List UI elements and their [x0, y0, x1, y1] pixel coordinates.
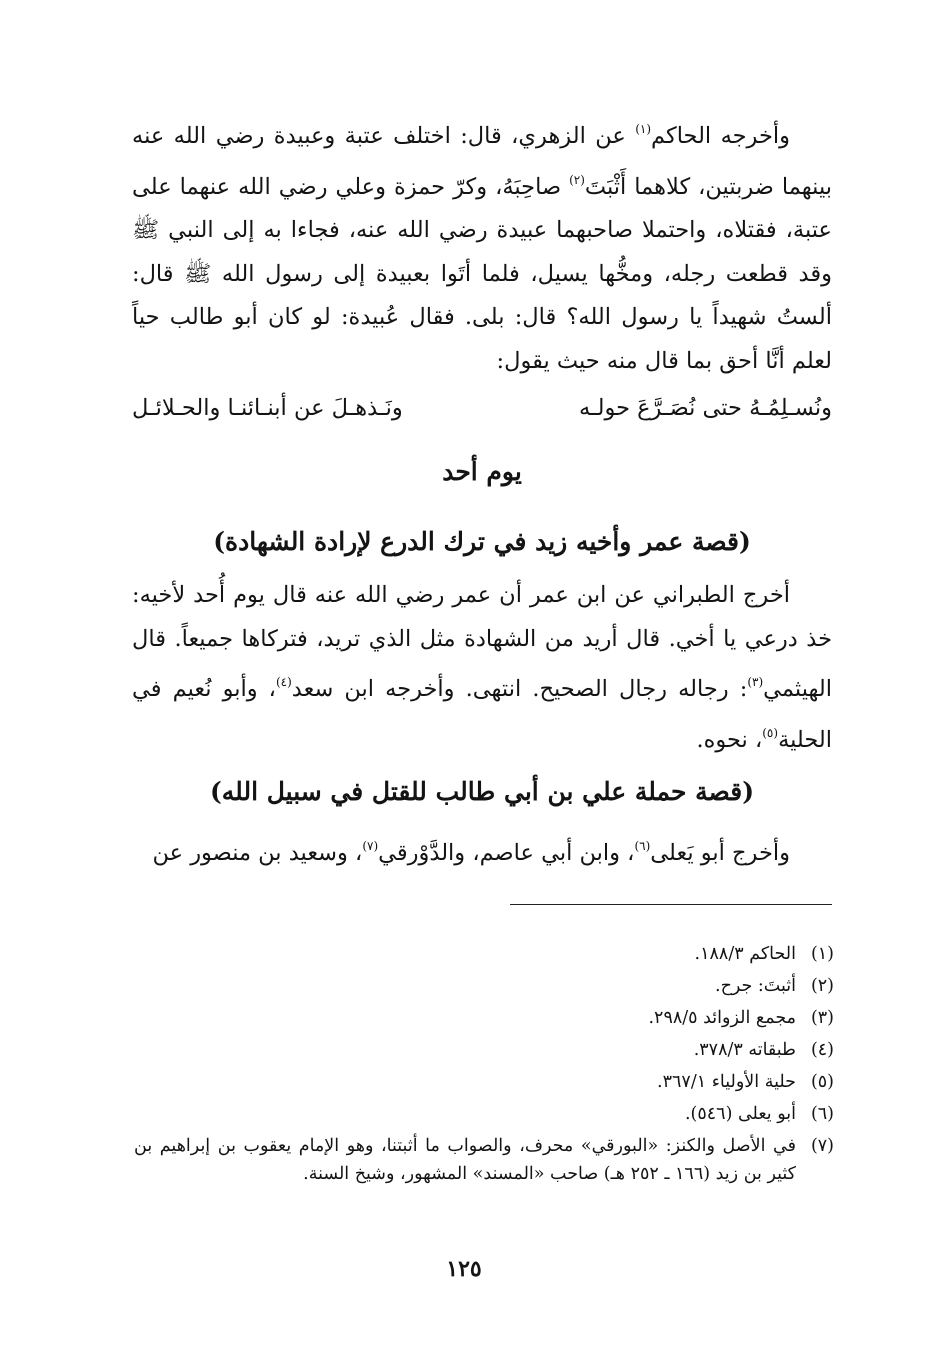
paragraph-2 — [132, 574, 832, 762]
verse-hemistich-1: ونُسـلِمُـهُ حتى نُصَـرَّعَ حولـه — [578, 395, 832, 421]
story-1-title: (قصة عمر وأخيه زيد في ترك الدرع لإرادة الشهادة) — [213, 527, 751, 556]
story-2-title: (قصة حملة علي بن أبي طالب للقتل في سبيل الله) — [209, 777, 755, 806]
footnote-text: أثبتَ: جرح. — [715, 976, 796, 996]
footnote-text: أبو يعلى (٥٤٦). — [684, 1104, 796, 1124]
footnote-3 — [134, 1002, 834, 1034]
text-segment: ، وسعيد بن منصور عن — [152, 840, 363, 866]
paragraph-story-1 — [132, 574, 832, 762]
footnote-ref-3: (٣) — [747, 675, 764, 689]
text-segment: ، نحوه. — [696, 726, 763, 753]
footnote-ref-5: (٥) — [762, 725, 779, 740]
text-segment: صاحِبَهُ، وكرّ حمزة وعلي رضي الله عنهما على عتبة، فقتلاه، واحتملا صاحبهما عبيدة رضي الله عنه، فجاءا به إلى النبي ﷺ وقد قطعت رجله، ومخُّها يسيل، فلما أتَوا بعبيدة إلى رسول الله ﷺ قال: ألستُ شهيداً يا رسول الله؟ قال: بلى. فقال عُبيدة: لو كان أبو طالب حياً لعلم أنَّا أحق بما قال منه حيث يقول: — [132, 173, 832, 374]
text-segment: : رجاله رجال الصحيح. انتهى. وأخرجه ابن سعد — [291, 676, 748, 702]
footnote-number: (٤) — [810, 1040, 834, 1060]
poetry-verse — [132, 385, 832, 431]
footnote-text: مجمع الزوائد ٢٩٨/٥. — [648, 1008, 796, 1028]
footnotes-list — [134, 938, 834, 1188]
footnote-number: (٧) — [810, 1136, 834, 1156]
footnote-number: (٣) — [810, 1008, 834, 1028]
footnote-ref-4: (٤) — [275, 675, 292, 689]
footnote-7 — [134, 1130, 834, 1188]
page-number: ١٢٥ — [446, 1256, 482, 1282]
paragraph-hakim — [132, 108, 832, 383]
footnote-text: طبقاته ٣٧٨/٣. — [693, 1040, 796, 1060]
footnote-number: (١) — [810, 944, 834, 964]
paragraph-story-2 — [132, 825, 832, 876]
text-segment: عن الزهري، قال: اختلف عتبة وعبيدة رضي الله عنه بينهما ضربتين، كلاهما أَثْبَتَ — [132, 123, 832, 200]
footnote-ref-6: (٦) — [634, 839, 651, 853]
footnote-text: حلية الأولياء ٣٦٧/١. — [657, 1072, 796, 1092]
footnote-ref-1: (١) — [635, 122, 652, 136]
footnote-text: في الأصل والكنز: «البورقي» محرف، والصواب ما أثبتنا، وهو الإمام يعقوب بن إبراهيم بن كثير بن زيد (١٦٦ ـ ٢٥٢ هـ) صاحب «المسند» المشهور، وشيخ السنة. — [134, 1136, 796, 1184]
footnote-ref-7: (٧) — [362, 839, 379, 853]
paragraph-3 — [132, 825, 832, 876]
paragraph-1 — [132, 108, 832, 383]
verse-hemistich-2: ونَـذهـلَ عن أبنـائنـا والحـلائـل — [132, 395, 403, 421]
footnote-divider — [510, 904, 832, 905]
text-segment: أخرج الطبراني عن ابن عمر أن عمر رضي الله عنه قال يوم أُحد لأخيه: خذ درعي يا أخي. قال أريد من الشهادة مثل الذي تريد، فتركاها جميعاً. قال الهيثمي — [132, 582, 832, 702]
footnote-6 — [134, 1098, 834, 1130]
footnote-text: الحاكم ١٨٨/٣. — [694, 944, 796, 964]
footnote-5 — [134, 1066, 834, 1098]
footnote-2 — [134, 970, 834, 1002]
footnote-number: (٦) — [810, 1104, 834, 1124]
section-title: يوم أحد — [442, 457, 522, 486]
footnote-number: (٥) — [810, 1072, 834, 1092]
footnote-ref-2: (٢) — [569, 172, 585, 187]
text-segment: وأخرج أبو يَعلى — [650, 840, 790, 866]
footnote-4 — [134, 1034, 834, 1066]
text-segment: ، وابن أبي عاصم، والدَّوْرقي — [378, 840, 635, 866]
footnote-number: (٢) — [810, 976, 834, 996]
text-segment: ، وأبو نُعيم في الحلية — [132, 676, 832, 753]
text-segment: وأخرجه الحاكم — [651, 123, 790, 149]
footnote-1 — [134, 938, 834, 970]
